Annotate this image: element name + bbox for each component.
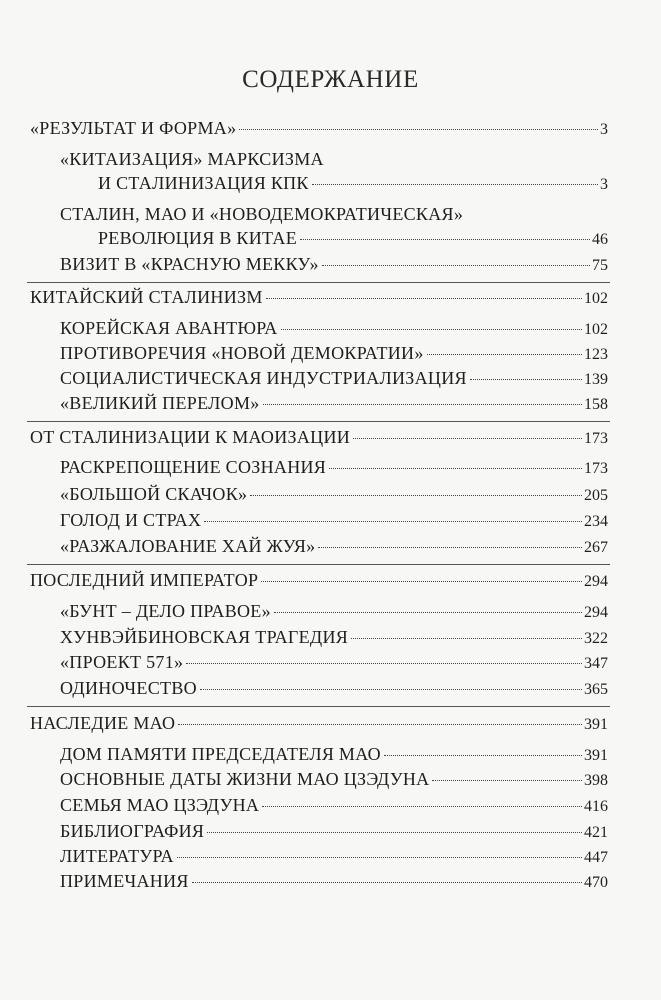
toc-item-title: ПРОТИВОРЕЧИЯ «НОВОЙ ДЕМОКРАТИИ» (60, 343, 424, 363)
toc-item-title: БИБЛИОГРАФИЯ (60, 821, 205, 841)
toc-item-title-line: «КИТАИЗАЦИЯ» МАРКСИЗМА (60, 149, 324, 169)
toc-item-title: «ВЕЛИКИЙ ПЕРЕЛОМ» (60, 393, 260, 413)
section-divider (27, 421, 610, 422)
toc-item-title: РАСКРЕПОЩЕНИЕ СОЗНАНИЯ (60, 457, 327, 477)
toc-item-title: «ПРОЕКТ 571» (60, 652, 184, 672)
toc-item-title: ЛИТЕРАТУРА (60, 846, 174, 866)
toc-page-number: 123 (584, 346, 608, 363)
toc-item-title: «БОЛЬШОЙ СКАЧОК» (60, 484, 248, 504)
toc-item[interactable] (60, 253, 608, 277)
toc-item[interactable] (60, 203, 608, 225)
dot-leader (427, 353, 582, 355)
toc-item[interactable] (60, 509, 608, 533)
toc-item[interactable] (60, 651, 608, 675)
toc-item[interactable] (98, 227, 608, 251)
toc-item-title: СОЦИАЛИСТИЧЕСКАЯ ИНДУСТРИАЛИЗАЦИЯ (60, 368, 467, 388)
toc-item[interactable] (60, 483, 608, 507)
toc-page-number: 365 (584, 681, 608, 698)
toc-page-number: 205 (584, 487, 608, 504)
toc-section[interactable] (30, 569, 608, 593)
dot-leader (274, 611, 582, 613)
toc-item[interactable] (60, 794, 608, 818)
toc-page-number: 3 (600, 176, 608, 193)
toc-item[interactable] (60, 626, 608, 650)
toc-section-title: ОТ СТАЛИНИЗАЦИИ К МАОИЗАЦИИ (30, 427, 351, 447)
toc-item-title: ОДИНОЧЕСТВО (60, 678, 197, 698)
toc-item[interactable] (60, 845, 608, 869)
toc-item[interactable] (60, 392, 608, 416)
dot-leader (192, 881, 582, 883)
toc-page-number: 470 (584, 874, 608, 891)
toc-item[interactable] (60, 600, 608, 624)
section-divider (27, 706, 610, 707)
page-title: СОДЕРЖАНИЕ (242, 66, 419, 93)
toc-page-number: 173 (584, 460, 608, 477)
toc-page-number: 46 (592, 231, 608, 248)
toc-section-title: КИТАЙСКИЙ СТАЛИНИЗМ (30, 287, 263, 307)
toc-page-number: 391 (584, 747, 608, 764)
toc-item[interactable] (60, 677, 608, 701)
dot-leader (262, 805, 582, 807)
dot-leader (470, 378, 582, 380)
toc-item-title: ПРИМЕЧАНИЯ (60, 871, 189, 891)
toc-item[interactable] (60, 148, 608, 170)
toc-item[interactable] (60, 820, 608, 844)
toc-item-title: КОРЕЙСКАЯ АВАНТЮРА (60, 318, 278, 338)
toc-item[interactable] (60, 768, 608, 792)
toc-section-title: ПОСЛЕДНИЙ ИМПЕРАТОР (30, 570, 259, 590)
toc-item-title: И СТАЛИНИЗАЦИЯ КПК (98, 173, 309, 193)
dot-leader (266, 297, 582, 299)
dot-leader (318, 546, 582, 548)
toc-page-number: 322 (584, 630, 608, 647)
dot-leader (261, 580, 582, 582)
dot-leader (239, 128, 598, 130)
toc-item[interactable] (60, 367, 608, 391)
toc-page-number: 347 (584, 655, 608, 672)
toc-item-title: ОСНОВНЫЕ ДАТЫ ЖИЗНИ МАО ЦЗЭДУНА (60, 769, 430, 789)
toc-page-number: 102 (584, 290, 608, 307)
dot-leader (204, 520, 582, 522)
toc-section[interactable] (30, 286, 608, 310)
toc-item-title: ГОЛОД И СТРАХ (60, 510, 202, 530)
toc-page-number: 391 (584, 716, 608, 733)
dot-leader (432, 779, 582, 781)
toc-page-number: 416 (584, 798, 608, 815)
dot-leader (177, 856, 582, 858)
dot-leader (200, 688, 582, 690)
toc-item-title: СЕМЬЯ МАО ЦЗЭДУНА (60, 795, 260, 815)
toc-item-title: «БУНТ – ДЕЛО ПРАВОЕ» (60, 601, 271, 621)
dot-leader (263, 403, 582, 405)
toc-item-title: РЕВОЛЮЦИЯ В КИТАЕ (98, 228, 298, 248)
toc-item-title: «РАЗЖАЛОВАНИЕ ХАЙ ЖУЯ» (60, 536, 316, 556)
toc-item-title: ХУНВЭЙБИНОВСКАЯ ТРАГЕДИЯ (60, 627, 349, 647)
dot-leader (250, 494, 582, 496)
toc-page-number: 102 (584, 321, 608, 338)
toc-page-number: 158 (584, 396, 608, 413)
toc-page-number: 139 (584, 371, 608, 388)
toc-page-number: 234 (584, 513, 608, 530)
section-divider (27, 282, 610, 283)
toc-page-number: 421 (584, 824, 608, 841)
dot-leader (322, 264, 590, 266)
toc-item[interactable] (98, 172, 608, 196)
toc-section[interactable] (30, 712, 608, 736)
dot-leader (178, 723, 582, 725)
toc-item[interactable] (60, 743, 608, 767)
section-divider (27, 564, 610, 565)
toc-section-title: «РЕЗУЛЬТАТ И ФОРМА» (30, 118, 237, 138)
dot-leader (351, 637, 582, 639)
toc-item-title: ДОМ ПАМЯТИ ПРЕДСЕДАТЕЛЯ МАО (60, 744, 381, 764)
toc-item[interactable] (60, 456, 608, 480)
toc-page-number: 447 (584, 849, 608, 866)
toc-section[interactable] (30, 117, 608, 141)
toc-item[interactable] (60, 535, 608, 559)
dot-leader (281, 328, 582, 330)
toc-section[interactable] (30, 426, 608, 450)
toc-page-number: 294 (584, 573, 608, 590)
toc-page-number: 267 (584, 539, 608, 556)
toc-section-title: НАСЛЕДИЕ МАО (30, 713, 176, 733)
toc-page-number: 3 (600, 121, 608, 138)
dot-leader (384, 754, 582, 756)
toc-item[interactable] (60, 317, 608, 341)
toc-item[interactable] (60, 342, 608, 366)
toc-page-number: 294 (584, 604, 608, 621)
toc-page-number: 75 (592, 257, 608, 274)
dot-leader (207, 831, 582, 833)
toc-item-title: ВИЗИТ В «КРАСНУЮ МЕККУ» (60, 254, 319, 274)
toc-item-title-line: СТАЛИН, МАО И «НОВОДЕМОКРАТИЧЕСКАЯ» (60, 204, 464, 224)
toc-page-number: 173 (584, 430, 608, 447)
dot-leader (300, 238, 590, 240)
dot-leader (186, 662, 582, 664)
dot-leader (312, 183, 598, 185)
dot-leader (329, 467, 582, 469)
toc-page-number: 398 (584, 772, 608, 789)
toc-item[interactable] (60, 870, 608, 894)
dot-leader (353, 437, 582, 439)
